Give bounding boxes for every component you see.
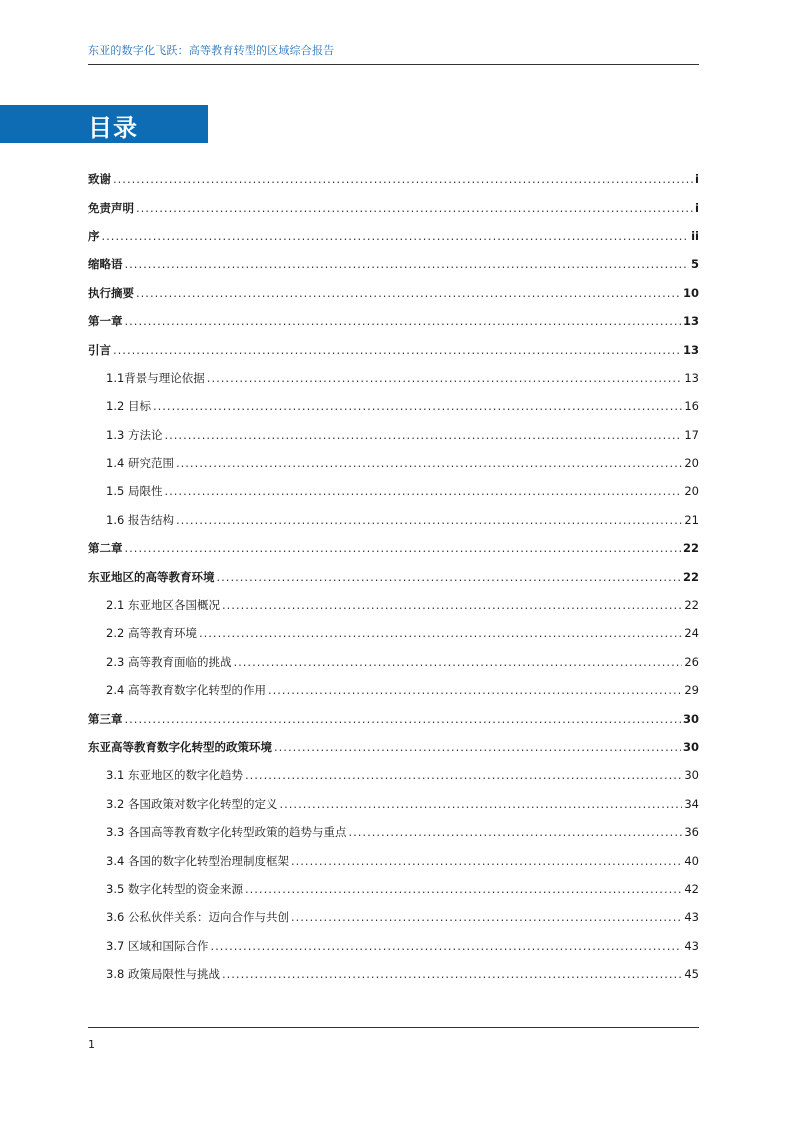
toc-entry-page: 21 xyxy=(684,512,699,527)
toc-entry[interactable] xyxy=(88,960,699,988)
toc-dot-leader xyxy=(222,598,682,612)
toc-entry-label: 3.3 各国高等教育数字化转型政策的趋势与重点 xyxy=(106,825,347,840)
toc-entry[interactable] xyxy=(88,506,699,534)
toc-entry-page: 29 xyxy=(684,683,699,698)
header-divider xyxy=(88,64,699,65)
toc-entry-label: 1.5 局限性 xyxy=(106,484,163,499)
toc-entry-label: 3.1 东亚地区的数字化趋势 xyxy=(106,768,243,783)
page-number: 1 xyxy=(88,1038,95,1051)
toc-title: 目录 xyxy=(88,114,138,142)
toc-entry[interactable] xyxy=(88,250,699,278)
toc-entry-label: 3.6 公私伙伴关系：迈向合作与共创 xyxy=(106,910,289,925)
toc-entry[interactable] xyxy=(88,591,699,619)
toc-entry[interactable] xyxy=(88,335,699,363)
toc-entry-page: 10 xyxy=(682,285,699,300)
toc-entry-page: 22 xyxy=(682,569,699,584)
toc-dot-leader xyxy=(291,910,682,924)
toc-entry-label: 第二章 xyxy=(88,541,123,556)
toc-entry-label: 3.4 各国的数字化转型治理制度框架 xyxy=(106,853,289,868)
toc-entry-page: 5 xyxy=(690,257,699,272)
toc-entry-label: 东亚地区的高等教育环境 xyxy=(88,569,215,584)
toc-entry-page: 13 xyxy=(682,314,699,329)
toc-entry[interactable] xyxy=(88,733,699,761)
toc-dot-leader xyxy=(199,626,682,640)
toc-dot-leader xyxy=(113,172,693,186)
toc-dot-leader xyxy=(176,513,682,527)
toc-entry-label: 1.6 报告结构 xyxy=(106,512,174,527)
toc-title-band xyxy=(0,105,208,143)
toc-entry-page: 16 xyxy=(684,399,699,414)
toc-entry-page: 24 xyxy=(684,626,699,641)
toc-dot-leader xyxy=(164,484,682,498)
toc-entry-page: 45 xyxy=(684,967,699,982)
toc-entry-label: 1.2 目标 xyxy=(106,399,151,414)
toc-entry-page: 20 xyxy=(684,484,699,499)
toc-entry-page: ii xyxy=(691,228,699,243)
toc-entry[interactable] xyxy=(88,676,699,704)
toc-entry-label: 缩略语 xyxy=(88,257,123,272)
toc-dot-leader xyxy=(113,343,681,357)
toc-entry[interactable] xyxy=(88,761,699,789)
toc-dot-leader xyxy=(291,854,682,868)
toc-entry[interactable] xyxy=(88,165,699,193)
toc-dot-leader xyxy=(102,229,690,243)
toc-dot-leader xyxy=(125,314,681,328)
toc-entry-label: 执行摘要 xyxy=(88,285,134,300)
toc-dot-leader xyxy=(125,712,681,726)
toc-entry-page: 20 xyxy=(684,456,699,471)
toc-entry-page: i xyxy=(695,200,699,215)
toc-entry-page: 13 xyxy=(684,370,699,385)
toc-entry-page: 22 xyxy=(682,541,699,556)
toc-dot-leader xyxy=(207,371,683,385)
toc-dot-leader xyxy=(136,201,693,215)
toc-entry-label: 2.1 东亚地区各国概况 xyxy=(106,598,220,613)
toc-dot-leader xyxy=(279,797,682,811)
toc-dot-leader xyxy=(348,825,682,839)
toc-entry-page: 30 xyxy=(682,711,699,726)
toc-entry-page: 43 xyxy=(684,938,699,953)
toc-entry[interactable] xyxy=(88,449,699,477)
toc-entry[interactable] xyxy=(88,818,699,846)
toc-entry-label: 2.2 高等教育环境 xyxy=(106,626,197,641)
toc-entry-label: 第一章 xyxy=(88,314,123,329)
toc-entry-page: 30 xyxy=(682,740,699,754)
toc-entry[interactable] xyxy=(88,279,699,307)
table-of-contents xyxy=(88,165,699,988)
toc-entry-label: 2.4 高等教育数字化转型的作用 xyxy=(106,683,266,698)
toc-entry[interactable] xyxy=(88,903,699,931)
toc-dot-leader xyxy=(136,286,681,300)
toc-entry-page: 26 xyxy=(684,654,699,669)
toc-entry-page: 22 xyxy=(684,598,699,613)
toc-entry[interactable] xyxy=(88,704,699,732)
toc-dot-leader xyxy=(210,939,682,953)
toc-entry-label: 引言 xyxy=(88,342,111,357)
toc-entry-page: 42 xyxy=(684,881,699,896)
toc-entry-page: 30 xyxy=(684,768,699,783)
toc-entry[interactable] xyxy=(88,193,699,221)
toc-entry[interactable] xyxy=(88,392,699,420)
toc-entry-label: 免责声明 xyxy=(88,200,134,215)
toc-entry-label: 1.1背景与理论依据 xyxy=(106,370,205,385)
toc-entry-label: 3.7 区域和国际合作 xyxy=(106,938,209,953)
toc-dot-leader xyxy=(245,882,682,896)
toc-entry-label: 1.3 方法论 xyxy=(106,427,163,442)
toc-entry[interactable] xyxy=(88,307,699,335)
toc-dot-leader xyxy=(153,399,682,413)
toc-entry[interactable] xyxy=(88,562,699,590)
toc-entry[interactable] xyxy=(88,846,699,874)
toc-entry-label: 1.4 研究范围 xyxy=(106,456,174,471)
toc-dot-leader xyxy=(274,740,681,754)
toc-entry-page: 36 xyxy=(684,825,699,840)
toc-dot-leader xyxy=(125,257,689,271)
footer-divider xyxy=(88,1027,699,1028)
toc-entry-page: 40 xyxy=(684,853,699,868)
toc-entry[interactable] xyxy=(88,619,699,647)
toc-entry-label: 3.2 各国政策对数字化转型的定义 xyxy=(106,796,278,811)
toc-dot-leader xyxy=(268,683,682,697)
toc-entry-page: 13 xyxy=(682,342,699,357)
toc-entry[interactable] xyxy=(88,790,699,818)
toc-dot-leader xyxy=(164,428,682,442)
toc-dot-leader xyxy=(125,541,681,555)
toc-entry-label: 序 xyxy=(88,228,100,243)
toc-dot-leader xyxy=(176,456,682,470)
toc-entry-page: 34 xyxy=(684,796,699,811)
toc-entry[interactable] xyxy=(88,648,699,676)
toc-entry[interactable] xyxy=(88,364,699,392)
toc-dot-leader xyxy=(217,570,681,584)
toc-entry-page: i xyxy=(695,172,699,187)
toc-entry-label: 第三章 xyxy=(88,711,123,726)
toc-entry-label: 2.3 高等教育面临的挑战 xyxy=(106,654,232,669)
toc-entry[interactable] xyxy=(88,477,699,505)
toc-entry[interactable] xyxy=(88,222,699,250)
toc-entry-page: 17 xyxy=(684,427,699,442)
toc-entry-label: 3.8 政策局限性与挑战 xyxy=(106,967,220,982)
toc-entry[interactable] xyxy=(88,932,699,960)
toc-entry[interactable] xyxy=(88,534,699,562)
toc-entry-label: 致谢 xyxy=(88,172,111,187)
toc-entry[interactable] xyxy=(88,421,699,449)
toc-dot-leader xyxy=(245,768,682,782)
toc-entry[interactable] xyxy=(88,875,699,903)
toc-entry-page: 43 xyxy=(684,910,699,925)
toc-entry-label: 东亚高等教育数字化转型的政策环境 xyxy=(88,740,272,754)
toc-dot-leader xyxy=(222,967,682,981)
running-header: 东亚的数字化飞跃：高等教育转型的区域综合报告 xyxy=(88,44,335,57)
toc-entry-label: 3.5 数字化转型的资金来源 xyxy=(106,881,243,896)
toc-dot-leader xyxy=(233,655,682,669)
